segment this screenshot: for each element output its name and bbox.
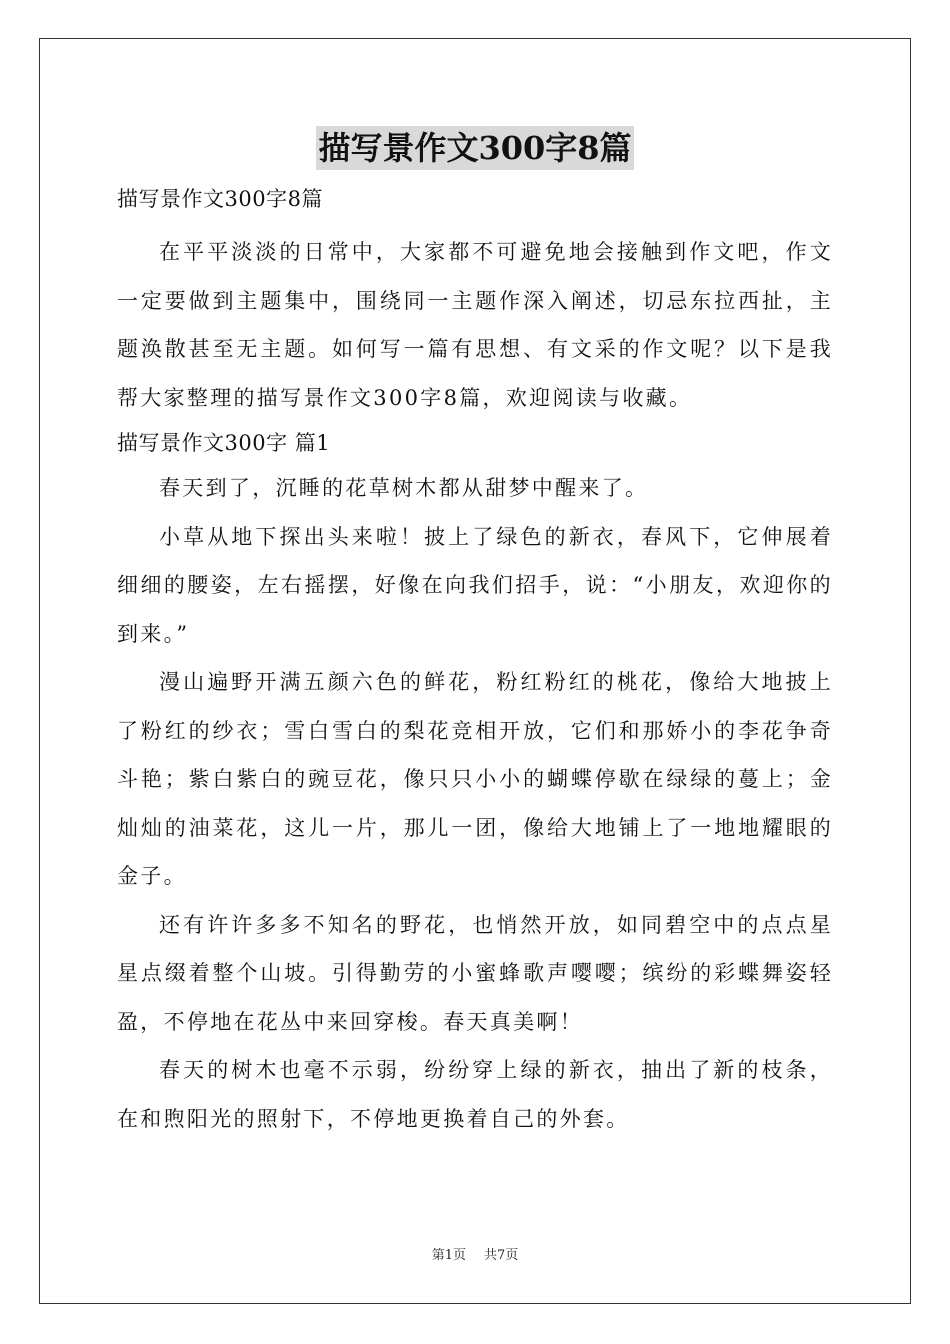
paragraph: 还有许许多多不知名的野花，也悄然开放，如同碧空中的点点星星点缀着整个山坡。引得勤劳的小蜜蜂歌声嘤嘤；缤纷的彩蝶舞姿轻盈，不停地在花丛中来回穿梭。春天真美啊！ xyxy=(117,912,833,1034)
page-title: 描写景作文300字8篇 xyxy=(316,126,633,170)
paragraph: 漫山遍野开满五颜六色的鲜花，粉红粉红的桃花，像给大地披上了粉红的纱衣；雪白雪白的梨花竞相开放，它们和那娇小的李花争奇斗艳；紫白紫白的豌豆花，像只只小小的蝴蝶停歇在绿绿的蔓上；金灿灿的油菜花，这儿一片，那儿一团，像给大地铺上了一地地耀眼的金子。 xyxy=(117,670,833,888)
document-subtitle: 描写景作文300字8篇 xyxy=(117,187,323,211)
document-body xyxy=(117,178,833,1143)
title-container xyxy=(0,126,950,170)
page-number: 第1页 xyxy=(431,1248,466,1263)
intro-paragraph: 在平平淡淡的日常中，大家都不可避免地会接触到作文吧，作文一定要做到主题集中，围绕同一主题作深入阐述，切忌东拉西扯，主题涣散甚至无主题。如何写一篇有思想、有文采的作文呢？以下是我帮大家整理的描写景作文300字8篇，欢迎阅读与收藏。 xyxy=(117,240,833,410)
page-footer xyxy=(0,1246,950,1266)
paragraph: 春天的树木也毫不示弱，纷纷穿上绿的新衣，抽出了新的枝条，在和煦阳光的照射下，不停地更换着自己的外套。 xyxy=(117,1058,833,1131)
page-total: 共7页 xyxy=(484,1248,519,1263)
paragraph: 小草从地下探出头来啦！披上了绿色的新衣，春风下，它伸展着细细的腰姿，左右摇摆，好像在向我们招手，说：“小朋友，欢迎你的到来。” xyxy=(117,524,833,646)
paragraph: 春天到了，沉睡的花草树木都从甜梦中醒来了。 xyxy=(159,476,649,500)
section-heading: 描写景作文300字 篇1 xyxy=(117,431,331,455)
